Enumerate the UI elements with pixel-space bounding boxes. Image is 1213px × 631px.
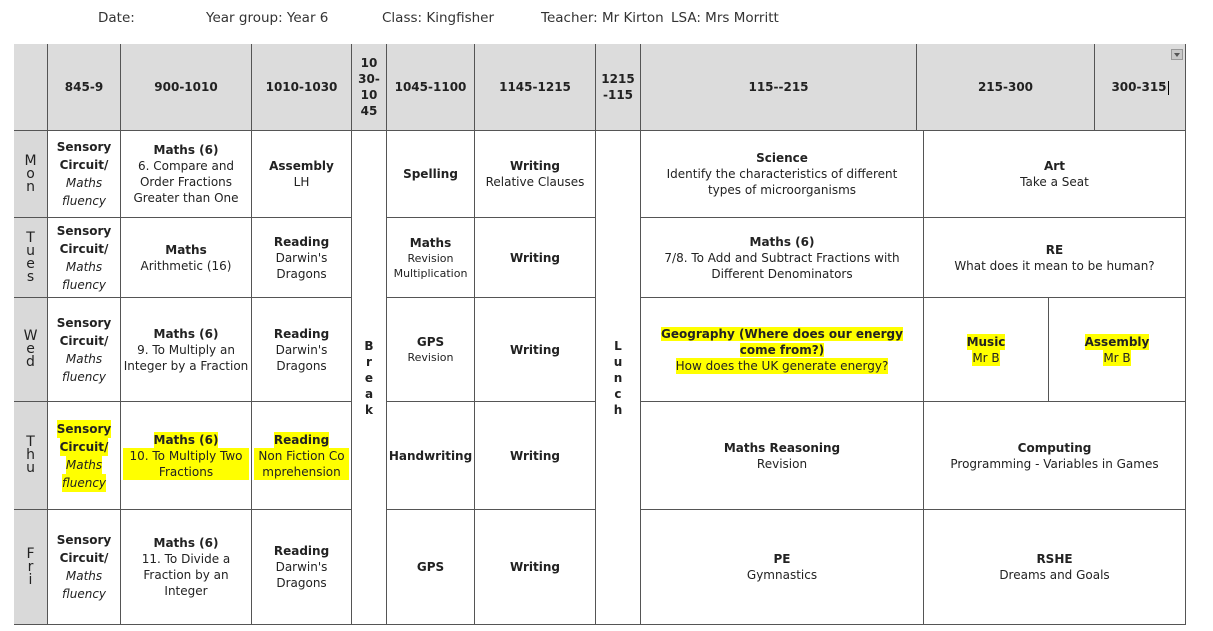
wed-assembly-cell[interactable]: Assembly Mr B: [1049, 298, 1186, 402]
day-friday[interactable]: F r i: [14, 510, 48, 625]
date-label: Date:: [98, 10, 135, 26]
tue-writing-cell[interactable]: Writing: [475, 218, 596, 298]
tue-pm-maths-cell[interactable]: Maths (6) 7/8. To Add and Subtract Fractions with Different Denominators: [641, 218, 924, 298]
dropdown-arrow-icon[interactable]: [1171, 49, 1183, 60]
thu-reading-cell[interactable]: Reading Non Fiction Comprehension: [252, 402, 352, 510]
teacher-label: Teacher: Mr Kirton: [541, 10, 664, 26]
col-header-115[interactable]: 115--215: [641, 44, 917, 131]
col-header-lunch[interactable]: 1215 -115: [596, 44, 641, 131]
col-header-300[interactable]: 300-315: [1095, 44, 1186, 131]
wed-reading-cell[interactable]: Reading Darwin's Dragons: [252, 298, 352, 402]
class-label: Class: Kingfisher: [382, 10, 495, 26]
fri-reading-cell[interactable]: Reading Darwin's Dragons: [252, 510, 352, 625]
fri-writing-cell[interactable]: Writing: [475, 510, 596, 625]
wed-maths-cell[interactable]: Maths (6) 9. To Multiply an Integer by a Fraction: [121, 298, 252, 402]
thu-sensory-cell[interactable]: Sensory Circuit/ Maths fluency: [48, 402, 121, 510]
text-cursor: [1168, 81, 1169, 95]
tue-reading-cell[interactable]: Reading Darwin's Dragons: [252, 218, 352, 298]
break-cell[interactable]: B r e a k: [352, 131, 387, 625]
col-header-900[interactable]: 900-1010: [121, 44, 252, 131]
day-monday[interactable]: M o n: [14, 131, 48, 218]
lunch-cell[interactable]: L u n c h: [596, 131, 641, 625]
wed-gps-cell[interactable]: GPS Revision: [387, 298, 475, 402]
day-thursday[interactable]: T h u: [14, 402, 48, 510]
mon-sensory-cell[interactable]: Sensory Circuit/ Maths fluency: [48, 131, 121, 218]
thu-writing-cell[interactable]: Writing: [475, 402, 596, 510]
fri-pe-cell[interactable]: PE Gymnastics: [641, 510, 924, 625]
wed-writing-cell[interactable]: Writing: [475, 298, 596, 402]
col-header-215[interactable]: 215-300: [917, 44, 1095, 131]
mon-science-cell[interactable]: Science Identify the characteristics of different types of microorganisms: [641, 131, 924, 218]
fri-maths-cell[interactable]: Maths (6) 11. To Divide a Fraction by an Integer: [121, 510, 252, 625]
wed-sensory-cell[interactable]: Sensory Circuit/ Maths fluency: [48, 298, 121, 402]
year-group-label: Year group: Year 6: [206, 10, 329, 26]
mon-art-cell[interactable]: Art Take a Seat: [924, 131, 1186, 218]
fri-gps-cell[interactable]: GPS: [387, 510, 475, 625]
corner-cell[interactable]: [14, 44, 48, 131]
col-header-845[interactable]: 845-9: [48, 44, 121, 131]
tue-re-cell[interactable]: RE What does it mean to be human?: [924, 218, 1186, 298]
wed-music-cell[interactable]: Music Mr B: [924, 298, 1049, 402]
mon-maths-cell[interactable]: Maths (6) 6. Compare and Order Fractions Greater than One: [121, 131, 252, 218]
wed-geography-cell[interactable]: Geography (Where does our energy come from?) How does the UK generate energy?: [641, 298, 924, 402]
col-header-break[interactable]: 10 30- 10 45: [352, 44, 387, 131]
thu-handwriting-cell[interactable]: Handwriting: [387, 402, 475, 510]
tue-sensory-cell[interactable]: Sensory Circuit/ Maths fluency: [48, 218, 121, 298]
fri-rshe-cell[interactable]: RSHE Dreams and Goals: [924, 510, 1186, 625]
tue-maths-cell[interactable]: Maths Arithmetic (16): [121, 218, 252, 298]
thu-computing-cell[interactable]: Computing Programming - Variables in Games: [924, 402, 1186, 510]
mon-spelling-cell[interactable]: Spelling: [387, 131, 475, 218]
col-header-1010[interactable]: 1010-1030: [252, 44, 352, 131]
col-header-1045[interactable]: 1045-1100: [387, 44, 475, 131]
day-tuesday[interactable]: T u e s: [14, 218, 48, 298]
mon-writing-cell[interactable]: Writing Relative Clauses: [475, 131, 596, 218]
day-wednesday[interactable]: W e d: [14, 298, 48, 402]
thu-reasoning-cell[interactable]: Maths Reasoning Revision: [641, 402, 924, 510]
mon-assembly-cell[interactable]: Assembly LH: [252, 131, 352, 218]
lsa-label: LSA: Mrs Morritt: [671, 10, 779, 26]
thu-maths-cell[interactable]: Maths (6) 10. To Multiply Two Fractions: [121, 402, 252, 510]
fri-sensory-cell[interactable]: Sensory Circuit/ Maths fluency: [48, 510, 121, 625]
tue-maths-revision-cell[interactable]: Maths Revision Multiplication: [387, 218, 475, 298]
col-header-1145[interactable]: 1145-1215: [475, 44, 596, 131]
